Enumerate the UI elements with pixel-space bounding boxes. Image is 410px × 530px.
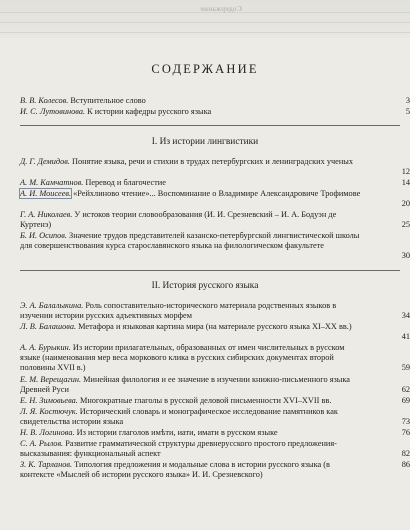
section-heading: II. История русского языка <box>151 281 259 291</box>
entry-title: Многократные глаголы в русской деловой письменности XVI–XVII вв. <box>77 396 332 405</box>
section-divider <box>20 125 400 126</box>
toc-entry[interactable] <box>20 210 364 230</box>
toc-entry[interactable] <box>20 343 364 374</box>
entry-page-number: 69 <box>401 396 410 405</box>
entry-author: И. С. Лутовинова. <box>20 107 86 116</box>
entry-page-number: 3 <box>405 96 410 105</box>
toc-entry[interactable] <box>20 301 364 321</box>
section-heading: I. Из истории лингвистики <box>151 137 259 147</box>
entry-page-number: 76 <box>401 428 410 437</box>
entry-page-number: 30 <box>401 251 410 260</box>
entry-author: Е. Н. Зимовьева. <box>20 396 78 405</box>
toc-entry[interactable] <box>20 178 364 188</box>
toc-entry[interactable] <box>20 375 364 395</box>
entry-author: Д. Г. Демидов. <box>20 157 70 166</box>
toc-entry[interactable] <box>20 157 364 167</box>
entry-title: Развитие грамматической структуры древнерусского простого предложения-высказывания: функциональный аспект <box>20 439 337 459</box>
toc-entry[interactable] <box>20 407 364 427</box>
entry-title: Исторический словарь и монографическое исследование памятников как свидетельства истории языка <box>20 407 338 427</box>
entry-title: Роль сопоставительно-исторического материала родственных языков в изучении истории русских адъективных морфем <box>20 301 337 321</box>
entry-page-number: 34 <box>401 311 410 320</box>
entry-author: А. А. Бурыкин. <box>20 343 71 352</box>
toc-entry[interactable] <box>20 428 364 438</box>
entry-page-number: 25 <box>401 220 410 229</box>
entry-page-number: 41 <box>401 332 410 341</box>
entry-title: К истории кафедры русского языка <box>85 107 212 116</box>
toc-entry[interactable] <box>20 396 364 406</box>
entry-author: Б. И. Осипов. <box>20 231 67 240</box>
entry-author: С. А. Рылов. <box>20 439 64 448</box>
entry-page-number: 86 <box>401 460 410 469</box>
entry-author: Л. Я. Костючук. <box>20 407 78 416</box>
entry-title: Значение трудов представителей казанско-петербургской лингвистической школы для совершенствования курса старославянского языка на филологическом факультете <box>20 231 360 251</box>
page-title: СОДЕРЖАНИЕ <box>151 62 259 76</box>
toc-entry-highlighted[interactable] <box>20 189 364 199</box>
entry-author: А. М. Камчатнов. <box>20 178 84 187</box>
toc-entry[interactable] <box>20 460 364 480</box>
entry-title: У истоков теории словообразования (И. И. Срезневский – И. А. Бодуэн де Куртенэ) <box>20 210 337 230</box>
entry-page-number: 5 <box>405 107 410 116</box>
entry-author: Э. А. Балалыкина. <box>20 301 84 310</box>
entry-author: Л. В. Балашова. <box>20 322 77 331</box>
entry-author: В. В. Колесов. <box>20 96 69 105</box>
entry-page-number: 12 <box>401 167 410 176</box>
entry-title: Метафора и языковая картина мира (на материале русского языка XI–XX вв.) <box>76 322 352 331</box>
entry-title: Минейная филология и ее значение в изучении книжно-письменного языка Древней Руси <box>20 375 350 395</box>
entry-page-number: 62 <box>401 385 410 394</box>
entry-author-highlighted: А. И. Моисеев. <box>20 189 72 198</box>
entry-page-number: 59 <box>401 363 410 372</box>
entry-page-number: 82 <box>401 449 410 458</box>
toc-entry[interactable] <box>20 96 364 106</box>
entry-title: Вступительное слово <box>68 96 146 105</box>
bleed-through-text: Содержание <box>200 5 242 13</box>
toc-entry[interactable] <box>20 231 364 251</box>
entry-author: З. К. Тарланов. <box>20 460 73 469</box>
section-divider <box>20 270 400 271</box>
entry-title: Из истории прилагательных, образованных от имен числительных в русском языке (наименования мер веса моркового клика в русских сибирских документах второй половины XVII в.) <box>20 343 345 373</box>
entry-page-number: 73 <box>401 417 410 426</box>
toc-entry[interactable] <box>20 322 364 332</box>
entry-title: Перевод и благочестие <box>83 178 166 187</box>
entry-author: Г. А. Николаев. <box>20 210 73 219</box>
entry-author: Е. М. Верещагин. <box>20 375 82 384</box>
entry-title: Понятие языка, речи и стихии в трудах петербургских и ленинградских ученых <box>69 157 353 166</box>
toc-entry[interactable] <box>20 107 364 117</box>
toc-entry[interactable] <box>20 439 364 459</box>
entry-author: Н. В. Логинова. <box>20 428 75 437</box>
entry-page-number: 20 <box>401 199 410 208</box>
entry-title: Из истории глаголов имѣти, иати, имати в русском языке <box>74 428 278 437</box>
entry-title: Типология предложения и модальные слова в истории русского языка (в контексте «Мыслей об истории русского языка» И. И. Срезневского) <box>20 460 330 480</box>
entry-title: «Рейхлиново чтение»... Воспоминание о Владимире Александровиче Трофимове <box>71 189 361 198</box>
entry-page-number: 14 <box>401 178 410 187</box>
